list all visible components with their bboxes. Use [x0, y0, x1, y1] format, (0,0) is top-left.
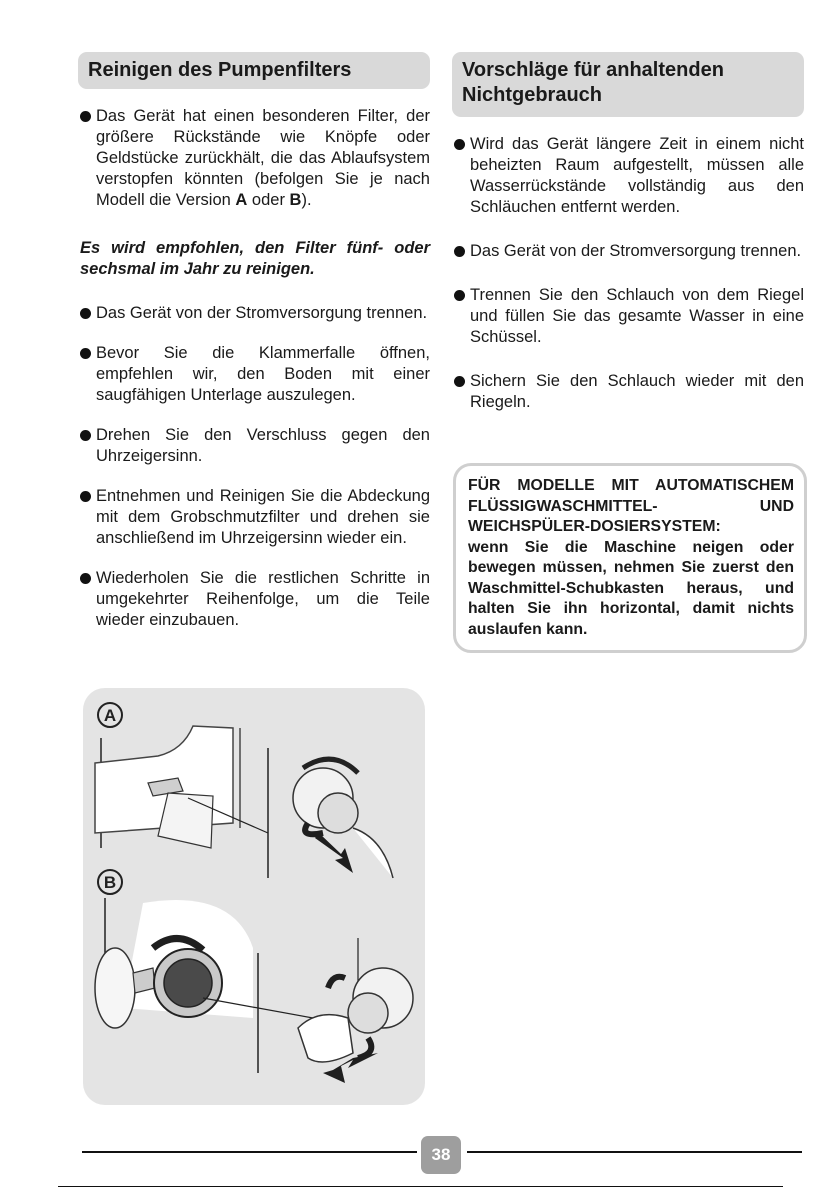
heading-non-use [452, 52, 804, 117]
left-step-text: Das Gerät von der Stromversorgung trennen. [96, 304, 428, 322]
bullet-icon [80, 308, 91, 319]
footer-line-left [82, 1151, 417, 1153]
bullet-icon [80, 491, 91, 502]
right-step [454, 134, 804, 218]
heading-pump-filter-text: Reinigen des Pumpenfilters [88, 59, 352, 81]
bullet-icon [454, 246, 465, 257]
bullet-icon [454, 376, 465, 387]
left-step [80, 568, 430, 631]
figure-label-b: B [103, 873, 117, 892]
right-step-text: Trennen Sie den Schlauch von dem Riegel und füllen Sie das gesamte Wasser in eine Schüssel. [470, 286, 804, 346]
left-step-text: Bevor Sie die Klammerfalle öffnen, empfehlen wir, den Boden mit einer saugfähigen Unterlage auszulegen. [96, 344, 430, 404]
bullet-icon [454, 139, 465, 150]
right-step-text: Wird das Gerät längere Zeit in einem nicht beheizten Raum aufgestellt, müssen alle Wasserrückstände vollständig aus den Schläuchen entfernt werden. [470, 135, 804, 216]
figure-label-a: A [103, 706, 117, 725]
left-step-text: Drehen Sie den Verschluss gegen den Uhrzeigersinn. [96, 426, 430, 465]
bullet-icon [80, 111, 91, 122]
intro-text-mid: oder [247, 191, 290, 209]
dosing-system-notice [453, 463, 807, 653]
version-a-drawing [95, 703, 393, 878]
right-step-text: Das Gerät von der Stromversorgung trennen. [470, 242, 802, 260]
left-step-text: Entnehmen und Reinigen Sie die Abdeckung mit dem Grobschmutzfilter und drehen sie anschließend im Uhrzeigersinn wieder ein. [96, 487, 430, 547]
version-b-label: B [289, 191, 302, 209]
version-b-drawing [95, 870, 413, 1083]
left-column [80, 106, 430, 631]
bottom-rule [58, 1186, 783, 1187]
bullet-icon [80, 348, 91, 359]
bullet-icon [454, 290, 465, 301]
page-number: 38 [421, 1136, 461, 1174]
left-step [80, 343, 430, 406]
left-step [80, 425, 430, 467]
intro-text-start: Das Gerät hat einen besonderen Filter, der größere Rückstände wie Knöpfe oder Geldstücke zurückhält, die das Ablaufsystem verstopfen könnten (befolgen Sie je nach Modell die Version [96, 107, 430, 209]
bullet-icon [80, 430, 91, 441]
left-step [80, 303, 430, 324]
footer-line-right [467, 1151, 802, 1153]
right-step [454, 371, 804, 413]
filter-illustration-svg [83, 688, 425, 1105]
notice-text: wenn Sie die Maschine neigen oder bewegen müssen, nehmen Sie zuerst den Waschmittel-Schubkasten heraus, und halten Sie ihn horizontal, damit nichts auslaufen kann. [468, 538, 794, 638]
notice-title: FÜR MODELLE MIT AUTOMATISCHEM FLÜSSIGWASCHMITTEL- UND WEICHSPÜLER-DOSIERSYSTEM: [468, 477, 794, 535]
left-step-text: Wiederholen Sie die restlichen Schritte in umgekehrter Reihenfolge, um die Teile wieder einzubauen. [96, 569, 430, 629]
intro-item [80, 106, 430, 211]
cleaning-frequency-note: Es wird empfohlen, den Filter fünf- oder sechsmal im Jahr zu reinigen. [80, 239, 430, 278]
bullet-icon [80, 573, 91, 584]
left-step [80, 486, 430, 549]
heading-non-use-text: Vorschläge für anhaltenden Nichtgebrauch [462, 59, 724, 106]
right-step-text: Sichern Sie den Schlauch wieder mit den Riegeln. [470, 372, 804, 411]
right-step [454, 285, 804, 348]
right-step [454, 241, 804, 262]
filter-illustration [83, 688, 425, 1105]
right-column [454, 134, 804, 413]
heading-pump-filter [78, 52, 430, 89]
intro-text-end: ). [301, 191, 312, 209]
version-a-label: A [235, 191, 248, 209]
